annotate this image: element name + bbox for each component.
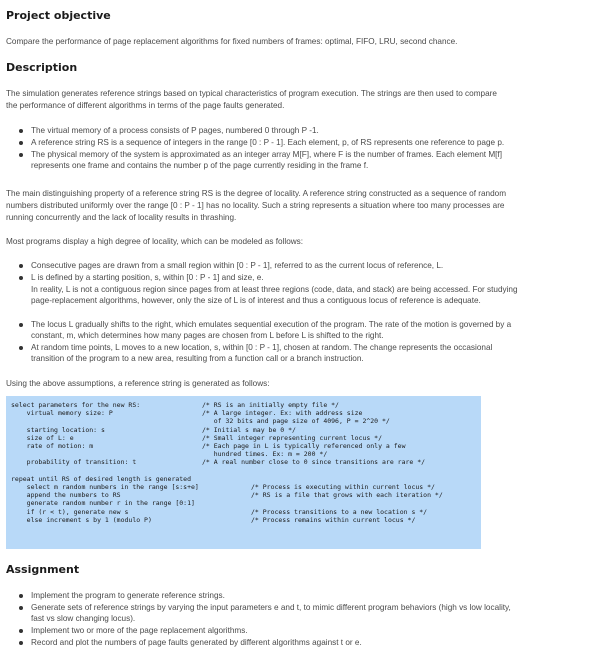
list-item xyxy=(31,137,601,149)
list-item-text: fast vs slow changing locus). xyxy=(31,614,136,623)
list-item xyxy=(31,149,601,172)
list-item xyxy=(31,260,601,272)
list-item xyxy=(31,637,601,649)
list-item-text: transition of the program to a new area, resulting from a function call or a branch instruction. xyxy=(31,354,364,363)
code-statement: rate of motion: m xyxy=(11,442,94,450)
code-comment: /* A real number close to 0 since transitions are rare */ xyxy=(202,458,426,467)
list-item-text: At random time points, L moves to a new location, s, within [0 : P - 1], chosen at random. The change represents the occasional xyxy=(31,343,493,352)
code-comment: /* Each page in L is typically referenced only a few xyxy=(202,442,406,450)
code-comment: /* A large integer. Ex: with address size xyxy=(202,409,363,418)
objective-text: Compare the performance of page replacement algorithms for fixed numbers of frames: optimal, FIFO, LRU, second chance. xyxy=(6,37,458,46)
code-line xyxy=(6,459,481,467)
locality-paragraph-line-3: running concurrently and the lack of locality results in thrashing. xyxy=(6,213,237,222)
heading-description: Description xyxy=(6,61,78,74)
list-item xyxy=(31,342,601,365)
list-item-text: The physical memory of the system is approximated as an integer array M[F], where F is the number of frames. Each element M[f] xyxy=(31,150,502,159)
modeled-text: Most programs display a high degree of locality, which can be modeled as follows: xyxy=(6,237,304,246)
code-statement: select parameters for the new RS: xyxy=(11,401,141,409)
description-intro-line-1: The simulation generates reference strings based on typical characteristics of program execution. The strings are then used to compare xyxy=(6,89,497,98)
locality-model-list xyxy=(6,260,601,365)
heading-project-objective: Project objective xyxy=(6,9,111,22)
code-comment: /* Process remains within current locus */ xyxy=(251,515,416,524)
pseudocode-block xyxy=(6,396,481,549)
code-comment: /* Small integer representing current locus */ xyxy=(202,433,383,442)
list-item-text: Implement the program to generate reference strings. xyxy=(31,591,225,600)
code-statement: virtual memory size: P xyxy=(11,409,113,418)
code-line xyxy=(6,517,481,525)
code-statement: size of L: e xyxy=(11,433,74,442)
code-statement: select m random numbers in the range [s:s+e] xyxy=(11,483,199,491)
list-item xyxy=(31,625,601,637)
code-statement: generate random number r in the range [0:1] xyxy=(11,499,195,508)
code-comment: of 32 bits and page size of 4096, P = 2^20 */ xyxy=(202,417,390,426)
list-item xyxy=(31,590,601,602)
list-item xyxy=(31,602,601,625)
list-item-continuation xyxy=(31,284,601,319)
locality-paragraph-line-2: numbers distributed uniformly over the range [0 : P - 1] has no locality. Such a string represents a situation where too many processes are xyxy=(6,201,505,210)
list-item xyxy=(31,272,601,284)
code-comment: /* RS is an initially empty file */ xyxy=(202,401,339,409)
list-item-text: Generate sets of reference strings by varying the input parameters e and t, to mimic different program behaviors (high vs low locality, xyxy=(31,603,511,612)
memory-model-list xyxy=(6,125,601,172)
list-item-text: Consecutive pages are drawn from a small region within [0 : P - 1], referred to as the current locus of reference, L. xyxy=(31,261,444,270)
list-item-text: The locus L gradually shifts to the right, which emulates sequential execution of the program. The rate of the motion is governed by a xyxy=(31,320,512,329)
list-item-text: page-replacement algorithms, however, only the size of L is of interest and thus a contiguous locus of reference is adequate. xyxy=(31,296,481,305)
list-item-text: represents one frame and contains the number p of the page currently residing in the frame f. xyxy=(31,161,369,170)
list-item-text: The virtual memory of a process consists of P pages, numbered 0 through P -1. xyxy=(31,126,319,135)
code-statement: if (r < t), generate new s xyxy=(11,507,129,516)
heading-assignment: Assignment xyxy=(6,563,80,576)
code-statement: probability of transition: t xyxy=(11,458,137,467)
list-item-text: Record and plot the numbers of page faults generated by different algorithms against t or e. xyxy=(31,638,362,647)
code-comment: hundred times. Ex: m = 200 */ xyxy=(202,450,328,459)
list-item-text: In reality, L is not a contiguous region since pages from at least three regions (code, data, and stack) are being accessed. For studying xyxy=(31,285,518,294)
list-item-text: Implement two or more of the page replacement algorithms. xyxy=(31,626,248,635)
assignment-list xyxy=(6,590,601,649)
code-statement: repeat until RS of desired length is generated xyxy=(11,474,192,483)
list-item-text: constant, m, which determines how many pages are chosen from L before L is shifted to the right. xyxy=(31,331,384,340)
code-comment: /* Process transitions to a new location s */ xyxy=(251,507,428,516)
list-item xyxy=(31,125,601,137)
code-comment: /* Initial s may be 0 */ xyxy=(202,425,296,434)
locality-paragraph-line-1: The main distinguishing property of a reference string RS is the degree of locality. A reference string constructed as a sequence of random xyxy=(6,189,507,198)
code-comment: /* Process is executing within current locus */ xyxy=(251,483,435,491)
code-statement: else increment s by 1 (modulo P) xyxy=(11,515,152,524)
list-item-text: A reference string RS is a sequence of integers in the range [0 : P - 1]. Each element, p, of RS represents one reference to page p. xyxy=(31,138,505,147)
using-assumptions-text: Using the above assumptions, a reference string is generated as follows: xyxy=(6,379,270,388)
list-item-text: L is defined by a starting position, s, within [0 : P - 1] and size, e. xyxy=(31,273,264,282)
code-statement: append the numbers to RS xyxy=(11,491,121,500)
code-statement: starting location: s xyxy=(11,425,105,434)
code-comment: /* RS is a file that grows with each iteration */ xyxy=(251,491,443,500)
list-item xyxy=(31,319,601,342)
description-intro-line-2: the performance of different algorithms in terms of the page faults generated. xyxy=(6,101,285,110)
